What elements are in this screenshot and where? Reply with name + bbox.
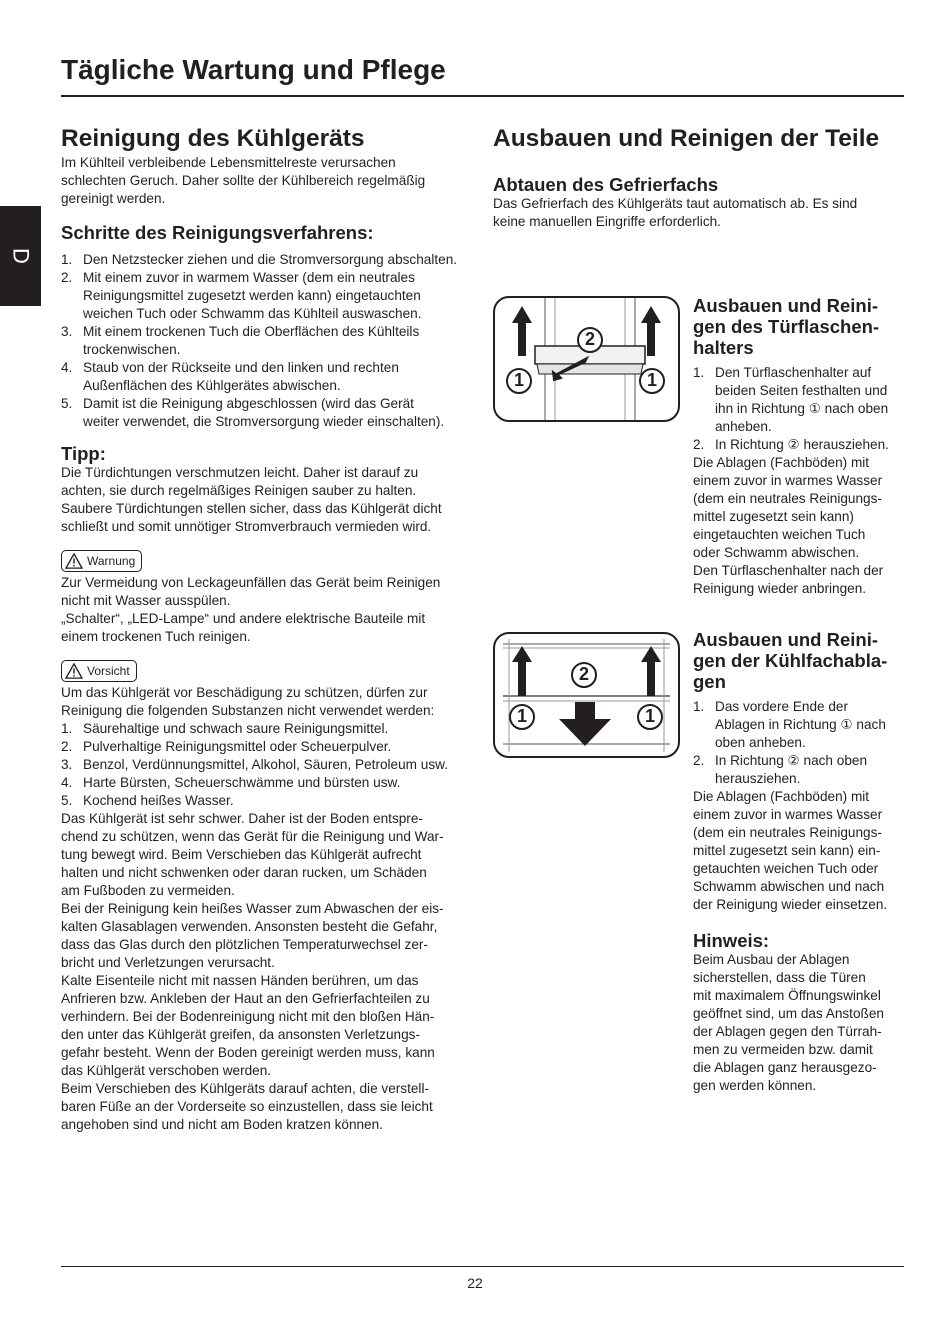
- footer-rule: [61, 1266, 904, 1267]
- tip-text: Die Türdichtungen verschmutzen leicht. Daher ist darauf zu achten, sie durch regelmäßiges Reinigen sauber zu halten. Saubere Türdichtungen stellen sicher, dass das Kühlgerät dicht schließt und somit unnötiger Stromverbrauch vermieden wird.: [61, 465, 442, 534]
- shelf-figure: [493, 632, 680, 758]
- list-item: 2. Mit einem zuvor in warmem Wasser (dem ein neutrales Reinigungsmittel zugesetzt werden kann) eingetauchten weichen Tuch oder Schwamm das Kühlteil auswaschen.: [61, 270, 422, 321]
- step-one-marker: 1: [639, 368, 665, 394]
- steps-heading: Schritte des Reinigungsverfahrens:: [61, 222, 374, 243]
- door-holder-steps: [693, 364, 908, 454]
- step-one-marker: 1: [509, 704, 535, 730]
- list-item: 5. Kochend heißes Wasser.: [61, 793, 234, 808]
- page-number: 22: [467, 1275, 483, 1291]
- iron-parts-text: Kalte Eisenteile nicht mit nassen Händen berühren, um das Anfrieren bzw. Ankleben der Haut an den Gefrierfachteilen zu verhindern. Bei der Bodenreinigung nicht mit den bloßen Hän- den unter das Kühlgerät greifen, da ansonsten Verletzungs- gefahr besteht. Wenn der Boden gereinigt werden muss, kann das Kühlgerät verschoben werden.: [61, 973, 435, 1078]
- list-item: 3. Benzol, Verdünnungsmittel, Alkohol, Säuren, Petroleum usw.: [61, 757, 448, 772]
- parts-heading: Ausbauen und Reinigen der Teile: [493, 125, 880, 152]
- warning-text: Zur Vermeidung von Leckageunfällen das Gerät beim Reinigen nicht mit Wasser ausspülen. „Schalter“, „LED-Lampe“ und andere elektrische Bauteile mit einem trockenen Tuch reinigen.: [61, 575, 441, 644]
- title-rule: [61, 95, 904, 97]
- list-item: 4. Harte Bürsten, Scheuerschwämme und bürsten usw.: [61, 775, 401, 790]
- step-two-marker: 2: [571, 662, 597, 688]
- adjustable-feet-text: Beim Verschieben des Kühlgeräts darauf achten, die verstell- baren Füße an der Vorderseite so einzustellen, dass sie leicht angehoben sind und nicht am Boden kratzen können.: [61, 1081, 433, 1132]
- shelf-section: [693, 629, 908, 1095]
- list-item: 1. Säurehaltige und schwach saure Reinigungsmittel.: [61, 721, 389, 736]
- door-holder-heading: Ausbauen und Reini- gen des Türflaschen- halters: [693, 295, 880, 358]
- shelf-text: Die Ablagen (Fachböden) mit einem zuvor in warmes Wasser (dem ein neutrales Reinigungs- mittel zugesetzt sein kann) ein- getauchten weichen Tuch oder Schwamm abwischen und nach der Reinigung wieder einsetzen.: [693, 789, 888, 912]
- caution-list: [61, 720, 481, 810]
- caution-label: Vorsicht: [87, 664, 130, 678]
- note-heading: Hinweis:: [693, 930, 770, 951]
- warning-label: Warnung: [87, 554, 136, 568]
- list-item: 2. In Richtung ② nach oben herausziehen.: [693, 753, 868, 786]
- list-item: 2. Pulverhaltige Reinigungsmittel oder Scheuerpulver.: [61, 739, 392, 754]
- heavy-appliance-text: Das Kühlgerät ist sehr schwer. Daher ist der Boden entspre- chend zu schützen, wenn das Gerät für die Reinigung und War- tung bewegt wird. Beim Verschieben das Kühlgerät aufrecht halten und nicht schwenken oder daran rucken, um Schäden am Fußboden zu vermeiden.: [61, 811, 444, 898]
- list-item: 1. Das vordere Ende der Ablagen in Richtung ① nach oben anheben.: [693, 699, 886, 750]
- tip-heading: Tipp:: [61, 443, 106, 464]
- door-holder-figure: [493, 296, 680, 422]
- language-tab-label: D: [8, 248, 34, 264]
- hot-water-text: Bei der Reinigung kein heißes Wasser zum Abwaschen der eis- kalten Glasablagen verwenden. Ansonsten besteht die Gefahr, dass das Glas durch den plötzlichen Temperaturwechsel zer- bricht und Verletzungen verursacht.: [61, 901, 444, 970]
- list-item: 1. Den Türflaschenhalter auf beiden Seiten festhalten und ihn in Richtung ① nach oben anheben.: [693, 365, 889, 434]
- page-title: Tägliche Wartung und Pflege: [61, 54, 446, 85]
- list-item: 5. Damit ist die Reinigung abgeschlossen (wird das Gerät weiter verwendet, die Stromversorgung wieder einschalten).: [61, 396, 445, 429]
- shelf-steps: [693, 698, 908, 788]
- shelf-heading: Ausbauen und Reini- gen der Kühlfachabla- gen: [693, 629, 888, 692]
- cleaning-intro: Im Kühlteil verbleibende Lebensmittelreste verursachen schlechten Geruch. Daher sollte der Kühlbereich regelmäßig gereinigt werden.: [61, 155, 426, 206]
- list-item: 2. In Richtung ② herausziehen.: [693, 437, 889, 452]
- list-item: 4. Staub von der Rückseite und den linken und rechten Außenflächen des Kühlgerätes abwischen.: [61, 360, 399, 393]
- door-holder-section: [693, 295, 908, 598]
- step-two-marker: 2: [577, 327, 603, 353]
- step-one-marker: 1: [506, 368, 532, 394]
- warning-icon: [65, 553, 83, 569]
- left-column: [61, 124, 481, 1134]
- defrost-text: Das Gefrierfach des Kühlgeräts taut automatisch ab. Es sind keine manuellen Eingriffe erforderlich.: [493, 196, 858, 229]
- steps-list: [61, 251, 481, 431]
- step-one-marker: 1: [637, 704, 663, 730]
- cleaning-heading: Reinigung des Kühlgeräts: [61, 125, 365, 152]
- language-tab: [0, 206, 41, 306]
- list-item: 1. Den Netzstecker ziehen und die Stromversorgung abschalten.: [61, 252, 458, 267]
- right-column-top: [493, 124, 913, 231]
- defrost-heading: Abtauen des Gefrierfachs: [493, 174, 719, 195]
- warning-icon: [65, 663, 83, 679]
- caution-badge: [61, 660, 137, 682]
- warning-badge: [61, 550, 142, 572]
- note-text: Beim Ausbau der Ablagen sicherstellen, dass die Türen mit maximalem Öffnungswinkel geöffnet sind, um das Anstoßen der Ablagen gegen den Türrah- men zu vermeiden bzw. damit die Ablagen ganz herausgezo- gen werden können.: [693, 952, 884, 1093]
- door-holder-illustration: [495, 298, 678, 420]
- shelf-illustration: [495, 634, 678, 756]
- list-item: 3. Mit einem trockenen Tuch die Oberflächen des Kühlteils trockenwischen.: [61, 324, 420, 357]
- door-holder-text: Die Ablagen (Fachböden) mit einem zuvor in warmes Wasser (dem ein neutrales Reinigungs- mittel zugesetzt sein kann) eingetauchten weichen Tuch oder Schwamm abwischen. Den Türflaschenhalter nach der Reinigung wieder anbringen.: [693, 455, 884, 596]
- caution-intro: Um das Kühlgerät vor Beschädigung zu schützen, dürfen zur Reinigung die folgenden Substanzen nicht verwendet werden:: [61, 685, 435, 718]
